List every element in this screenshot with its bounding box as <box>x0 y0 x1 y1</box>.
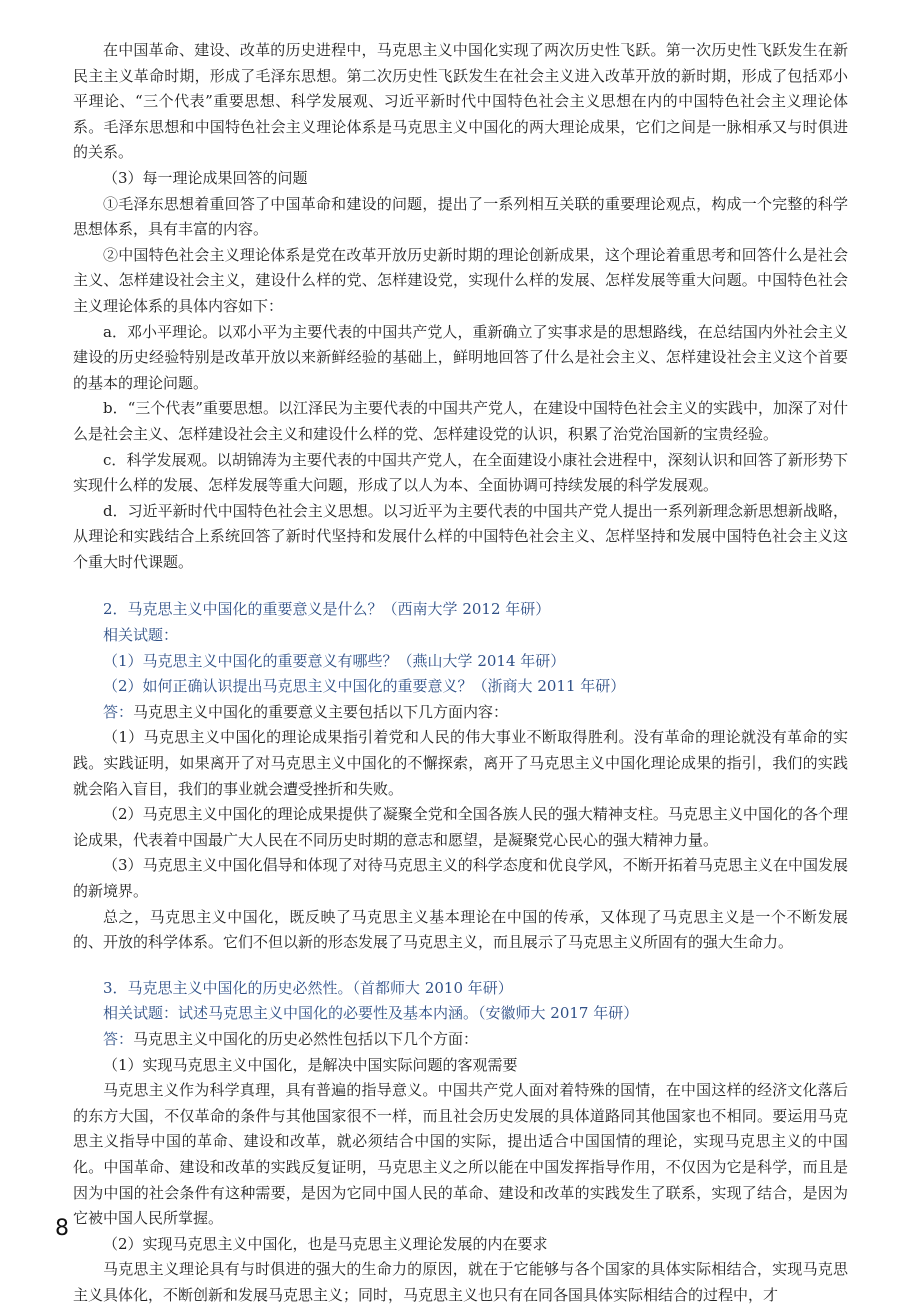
related-question: 相关试题：试述马克思主义中国化的必要性及基本内涵。（安徽师大 2017 年研） <box>103 1004 639 1023</box>
answer-text: 马克思主义中国化的重要意义主要包括以下几方面内容： <box>133 702 509 721</box>
related-question: （1）马克思主义中国化的重要意义有哪些？（燕山大学 2014 年研） <box>103 651 566 670</box>
paragraph: b．“三个代表”重要思想。以江泽民为主要代表的中国共产党人，在建设中国特色社会主义的实践中，加深了对什么是社会主义、怎样建设社会主义和建设什么样的党、怎样建设党的认识，积累了治党治国新的宝贵经验。 <box>73 399 848 443</box>
paragraph: c．科学发展观。以胡锦涛为主要代表的中国共产党人，在全面建设小康社会进程中，深刻认识和回答了新形势下实现什么样的发展、怎样发展等重大问题，形成了以人为本、全面协调可持续发展的科学发展观。 <box>73 450 848 495</box>
related-question: （2）如何正确认识提出马克思主义中国化的重要意义？（浙商大 2011 年研） <box>103 677 626 696</box>
answer-text: 马克思主义中国化的历史必然性包括以下几个方面： <box>133 1029 479 1048</box>
paragraph: 马克思主义作为科学真理，具有普遍的指导意义。中国共产党人面对着特殊的国情，在中国这样的经济文化落后的东方大国，不仅革命的条件与其他国家很不一样，而且社会历史发展的具体道路同其他国家也不相同。要运用马克思主义指导中国的革命、建设和改革，就必须结合中国的实际，提出适合中国国情的理论，实现马克思主义的中国化。中国革命、建设和改革的实践反复证明，马克思主义之所以能在中国发挥指导作用，不仅因为它是科学，而且是因为中国的社会条件有这种需要，是因为它同中国人民的革命、建设和改革的实践发生了联系，实现了结合，是因为它被中国人民所掌握。 <box>73 1081 848 1228</box>
subheading: （3）每一理论成果回答的问题 <box>103 168 308 187</box>
paragraph: 总之，马克思主义中国化，既反映了马克思主义基本理论在中国的传承，又体现了马克思主义是一个不断发展的、开放的科学体系。它们不但以新的形态发展了马克思主义，而且展示了马克思主义所固有的强大生命力。 <box>73 907 848 952</box>
answer-label: 答： <box>103 702 134 721</box>
subheading: （2）实现马克思主义中国化，也是马克思主义理论发展的内在要求 <box>103 1234 548 1253</box>
paragraph: （1）马克思主义中国化的理论成果指引着党和人民的伟大事业不断取得胜利。没有革命的理论就没有革命的实践。实践证明，如果离开了对马克思主义中国化的不懈探索，离开了马克思主义中国化理论成果的指引，我们的实践就会陷入盲目，我们的事业就会遭受挫折和失败。 <box>73 728 848 798</box>
related-label: 相关试题： <box>103 626 179 645</box>
answer-intro <box>73 700 848 726</box>
paragraph: d．习近平新时代中国特色社会主义思想。以习近平为主要代表的中国共产党人提出一系列新理念新思想新战略，从理论和实践结合上系统回答了新时代坚持和发展什么样的中国特色社会主义、怎样坚持和发展中国特色社会主义这个重大时代课题。 <box>73 501 848 571</box>
answer-intro <box>73 1027 848 1053</box>
question-title: 2．马克思主义中国化的重要意义是什么？（西南大学 2012 年研） <box>103 600 551 619</box>
paragraph: ①毛泽东思想着重回答了中国革命和建设的问题，提出了一系列相互关联的重要理论观点，构成一个完整的科学思想体系，具有丰富的内容。 <box>73 194 848 239</box>
answer-label: 答： <box>103 1029 134 1048</box>
paragraph: （2）马克思主义中国化的理论成果提供了凝聚全党和全国各族人民的强大精神支柱。马克思主义中国化的各个理论成果，代表着中国最广大人民在不同历史时期的意志和愿望，是凝聚党心民心的强大精神力量。 <box>73 805 848 849</box>
paragraph: （3）马克思主义中国化倡导和体现了对待马克思主义的科学态度和优良学风，不断开拓着马克思主义在中国发展的新境界。 <box>73 856 848 900</box>
paragraph: ②中国特色社会主义理论体系是党在改革开放历史新时期的理论创新成果，这个理论着重思考和回答什么是社会主义、怎样建设社会主义，建设什么样的党、怎样建设党，实现什么样的发展、怎样发展等重大问题。中国特色社会主义理论体系的具体内容如下： <box>73 245 848 315</box>
page-number: 8 <box>55 1216 69 1241</box>
paragraph: a．邓小平理论。以邓小平为主要代表的中国共产党人，重新确立了实事求是的思想路线，在总结国内外社会主义建设的历史经验特别是改革开放以来新鲜经验的基础上，鲜明地回答了什么是社会主义、怎样建设社会主义这个首要的基本的理论问题。 <box>73 322 848 392</box>
question-title: 3．马克思主义中国化的历史必然性。（首都师大 2010 年研） <box>103 978 513 997</box>
document-body <box>73 38 848 1309</box>
paragraph: 马克思主义理论具有与时俱进的强大的生命力的原因，就在于它能够与各个国家的具体实际相结合，实现马克思主义具体化，不断创新和发展马克思主义；同时，马克思主义也只有在同各国具体实际相结合的过程中，才 <box>73 1260 848 1304</box>
subheading: （1）实现马克思主义中国化，是解决中国实际问题的客观需要 <box>103 1055 518 1074</box>
paragraph: 在中国革命、建设、改革的历史进程中，马克思主义中国化实现了两次历史性飞跃。第一次历史性飞跃发生在新民主主义革命时期，形成了毛泽东思想。第二次历史性飞跃发生在社会主义进入改革开放的新时期，形成了包括邓小平理论、“三个代表”重要思想、科学发展观、习近平新时代中国特色社会主义思想在内的中国特色社会主义理论体系。毛泽东思想和中国特色社会主义理论体系是马克思主义中国化的两大理论成果，它们之间是一脉相承又与时俱进的关系。 <box>73 41 848 162</box>
